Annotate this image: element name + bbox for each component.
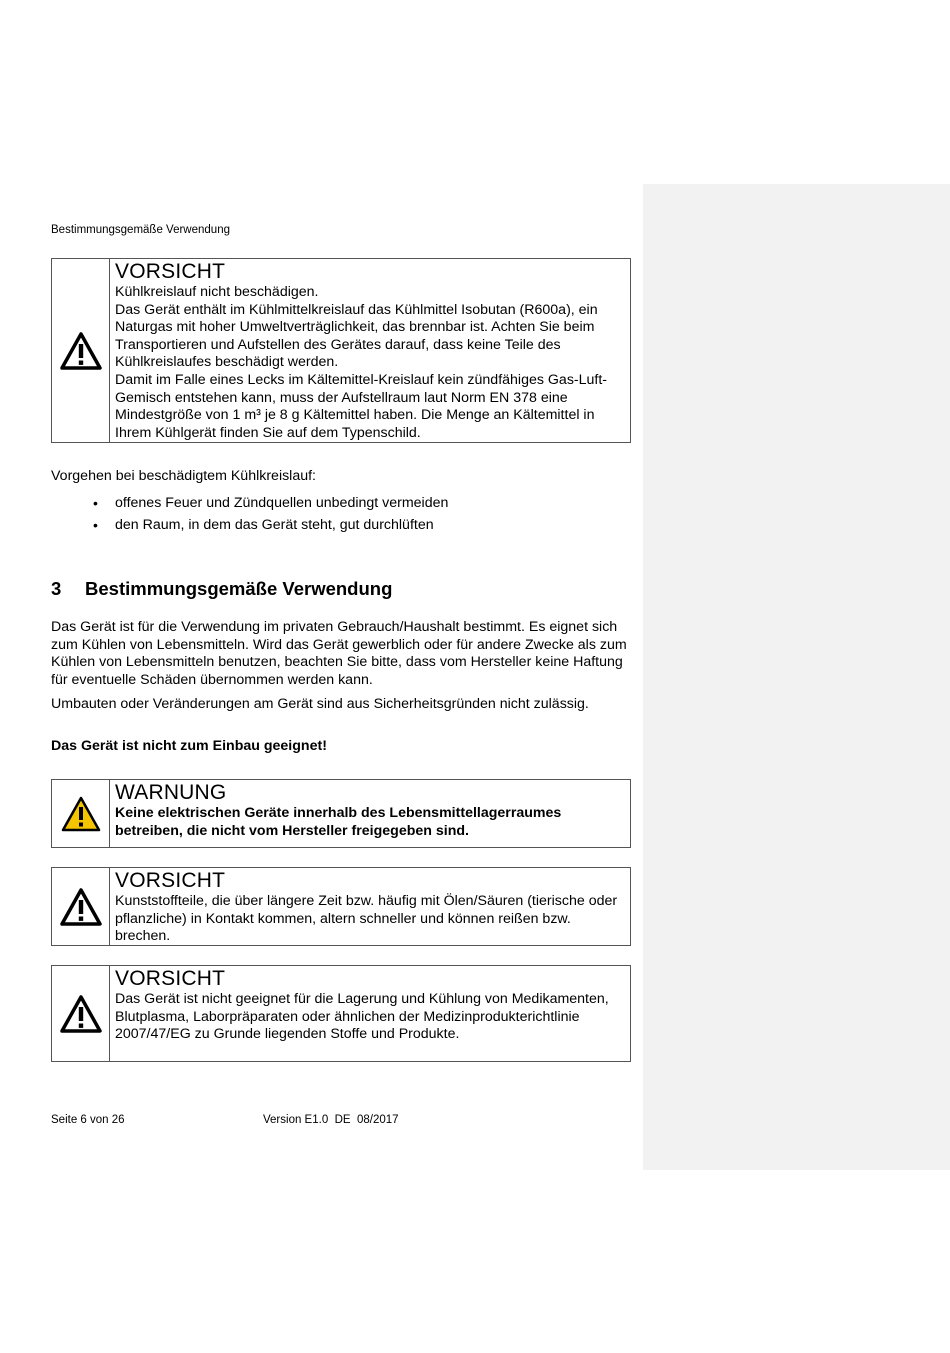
notice-title: VORSICHT [115, 869, 226, 892]
notice-text: Das Gerät ist nicht geeignet für die Lagerung und Kühlung von Medikamenten, Blutplasma, Laborpräparaten oder ähnlichen der Medizinprodukterichtlinie 2007/47/EG zu Grunde liegenden Stoffe und Produkte. [115, 991, 609, 1043]
footer-version: Version E1.0 DE 08/2017 [263, 1114, 399, 1126]
yellow-warning-triangle-icon [61, 796, 101, 832]
caution-box-refrigerant [51, 258, 631, 443]
procedure-list [51, 492, 448, 536]
list-item: • offenes Feuer und Zündquellen unbedingt vermeiden [51, 492, 448, 514]
bullet-icon: • [93, 495, 98, 511]
footer-page-number: Seite 6 von 26 [51, 1114, 125, 1126]
warning-triangle-icon [59, 887, 103, 927]
section-paragraph-2: Umbauten oder Veränderungen am Gerät sind aus Sicherheitsgründen nicht zulässig. [51, 696, 589, 712]
section-number: 3 [51, 578, 62, 599]
section-paragraph-1: Das Gerät ist für die Verwendung im privaten Gebrauch/Haushalt bestimmt. Es eignet sich zum Kühlen von Lebensmitteln. Wird das Gerät gewerblich oder für andere Zwecke als zum Kühlen von Lebensmitteln benutzen, beachten Sie bitte, dass vom Hersteller keine Haftung für eventuelle Schäden übernommen werden kann. [51, 619, 627, 688]
warning-triangle-icon [59, 331, 103, 371]
notice-text: Keine elektrischen Geräte innerhalb des Lebensmittellagerraumes betreiben, die nicht vom Hersteller freigegeben sind. [115, 805, 562, 839]
procedure-intro: Vorgehen bei beschädigtem Kühlkreislauf: [51, 468, 317, 484]
running-header: Bestimmungsgemäße Verwendung [51, 224, 230, 236]
bullet-icon: • [93, 517, 98, 533]
notice-line: Kühlkreislauf nicht beschädigen. [115, 284, 319, 300]
warning-triangle-icon [59, 994, 103, 1034]
notice-text: Kunststoffteile, die über längere Zeit bzw. häufig mit Ölen/Säuren (tierische oder pflanzliche) in Kontakt kommen, altern schneller und können reißen bzw. brechen. [115, 893, 618, 945]
warning-box-electrical [51, 779, 631, 848]
notice-line: Damit im Falle eines Lecks im Kältemittel-Kreislauf kein zündfähiges Gas-Luft-Gemisch entstehen kann, muss der Aufstellraum laut Norm EN 378 eine Mindestgröße von 1 m³ je 8 g Kältemittel haben. Die Menge an Kältemittel in Ihrem Kühlgerät finden Sie auf dem Typenschild. [115, 371, 608, 441]
comment-pane [643, 184, 950, 1170]
list-item: • den Raum, in dem das Gerät steht, gut durchlüften [51, 514, 448, 536]
notice-title: VORSICHT [115, 967, 226, 990]
caution-box-plastic [51, 867, 631, 946]
notice-title: WARNUNG [115, 781, 227, 804]
section-paragraph-3: Das Gerät ist nicht zum Einbau geeignet! [51, 738, 327, 754]
notice-title: VORSICHT [115, 260, 226, 283]
section-title: Bestimmungsgemäße Verwendung [85, 578, 393, 599]
section-heading [51, 578, 392, 600]
notice-line: Das Gerät enthält im Kühlmittelkreislauf das Kühlmittel Isobutan (R600a), ein Naturgas mit hoher Umweltverträglichkeit, das brennbar ist. Achten Sie beim Transportieren und Aufstellen des Gerätes darauf, dass keine Teile des Kühlkreislaufes beschädigt werden. [115, 301, 598, 371]
caution-box-medical [51, 965, 631, 1062]
